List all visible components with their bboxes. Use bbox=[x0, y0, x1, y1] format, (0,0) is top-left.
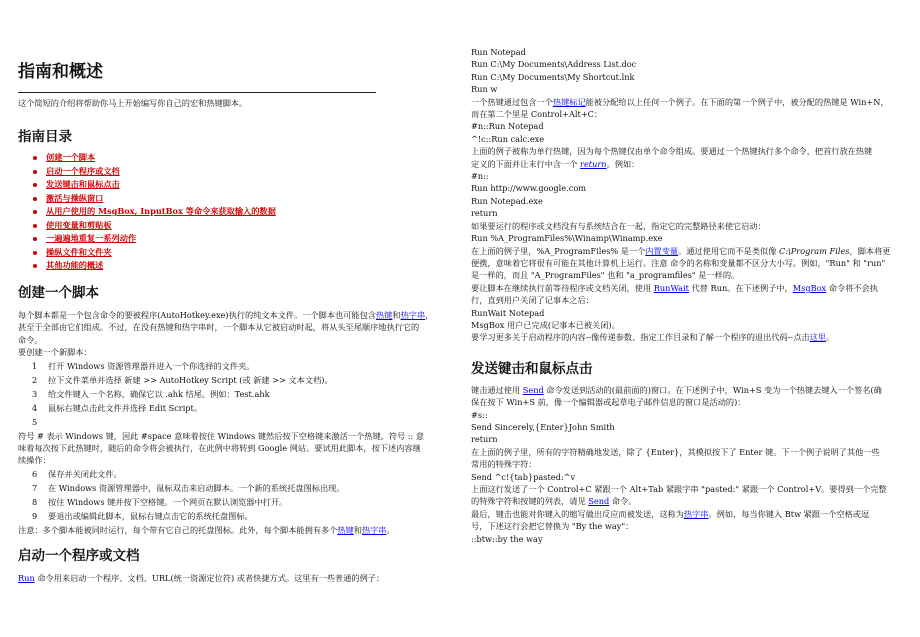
paragraph-line: 命令。 bbox=[18, 334, 43, 345]
create-body bbox=[18, 309, 442, 536]
code-line: Run Notepad.exe bbox=[471, 195, 543, 206]
code-line: #n:: bbox=[471, 171, 489, 182]
code-line: MsgBox 用户已完成(记事本已被关闭)。 bbox=[471, 319, 620, 330]
step-item: 7 在 Windows 资源管理器中，鼠标双击来启动脚本。一个新的系统托盘图标出现。 bbox=[32, 483, 345, 494]
hotstring-link[interactable]: 热字串 bbox=[683, 508, 709, 519]
paragraph-line: 要创建一个新脚本： bbox=[18, 347, 92, 358]
code-line: return bbox=[471, 434, 498, 445]
code-line: Run http://www.google.com bbox=[471, 183, 587, 194]
toc-item[interactable] bbox=[18, 151, 438, 165]
paragraph-line: 键击通过使用 Send 命令发送到活动的(最前面的)窗口。在下述例子中，Win+S 变为一个热键去键入一个签名(确 bbox=[471, 384, 882, 395]
toc-link[interactable]: 创建一个脚本 bbox=[46, 152, 96, 162]
paragraph-line: 如果要运行的程序或文档没有与系统结合在一起，指定它的完整路径来使它启动： bbox=[471, 220, 766, 231]
paragraph-line: 每个脚本都是一个包含命令的要被程序(AutoHotkey.exe)执行的纯文本文件。一个脚本也可能包含热键和热字串， bbox=[18, 310, 434, 320]
paragraph-line: 要让脚本在继续执行前等待程序或文档关闭，使用 RunWait 代替 Run。在下述例子中，MsgBox 命令将不会执 bbox=[471, 282, 878, 293]
builtin-variable-link[interactable]: 内置变量 bbox=[645, 245, 679, 256]
title-divider bbox=[18, 92, 376, 93]
toc-link[interactable]: 发送键击和鼠标点击 bbox=[46, 179, 120, 189]
page-title: 指南和概述 bbox=[18, 62, 103, 82]
toc-link[interactable]: 其他功能的概述 bbox=[46, 260, 104, 270]
intro-text: 这个简短的介绍将帮助你马上开始编写你自己的宏和热键脚本。 bbox=[18, 98, 248, 108]
paragraph-line: 注意：多个脚本能被同时运行，每个带有它自己的托盘图标。此外，每个脚本能拥有多个热键和热字串。 bbox=[18, 524, 395, 535]
toc-heading: 指南目录 bbox=[18, 129, 72, 145]
paragraph-line: 定义的下面并让末行中含一个 return。例如： bbox=[471, 158, 640, 169]
send-link[interactable]: Send bbox=[522, 384, 544, 395]
paragraph-line: 在上面的例子里，%A_ProgramFiles% 是一个内置变量。通过使用它而不是类似像 C:\Program Files，脚本将更 bbox=[471, 245, 891, 256]
paragraph-line: 符号 # 表示 Windows 键，因此 #space 意味着按住 Windows 键然后按下空格键来激活一个热键。符号 :: 意 bbox=[18, 430, 425, 441]
run-link[interactable]: Run bbox=[18, 573, 35, 583]
paragraph-line: 常用的特殊字符： bbox=[471, 459, 537, 470]
code-line: #s:: bbox=[471, 409, 488, 420]
toc-item[interactable] bbox=[18, 219, 438, 233]
hotstring-link[interactable]: 热字串 bbox=[361, 524, 387, 535]
paragraph-line: 上面的例子被称为单行热键，因为每个热键仅由单个命令组成。要通过一个热键执行多个命令，把首行放在热键 bbox=[471, 146, 873, 157]
step-item: 2 拉下文件菜单并选择 新建 >> AutoHotkey Script (或 新建 >> 文本文档)。 bbox=[32, 374, 333, 385]
step-item: 4 鼠标右键点击此文件并选择 Edit Script。 bbox=[32, 403, 203, 414]
code-line: Run w bbox=[471, 84, 498, 95]
code-line: Send ^c!{tab}pasted:^v bbox=[471, 471, 576, 482]
paragraph-line: 是一样的，而且 "A_ProgramFiles" 也和 "a_programfiles" 是一样的。 bbox=[471, 270, 740, 281]
toc-item[interactable] bbox=[18, 205, 438, 219]
code-line: ^!c::Run calc.exe bbox=[471, 133, 545, 144]
return-link[interactable]: return bbox=[580, 158, 607, 169]
toc-item[interactable] bbox=[18, 232, 438, 246]
paragraph-line: 号，下述这行会把它替换为 "By the way"： bbox=[471, 521, 634, 532]
send-link[interactable]: Send bbox=[588, 496, 610, 507]
toc-link[interactable]: 一遍遍地重复一系列动作 bbox=[46, 233, 137, 243]
toc-item[interactable] bbox=[18, 178, 438, 192]
paragraph-line: 味着每次按下此热键时，随后的命令将会被执行，在此例中将转到 Google 网站。要试用此脚本，按下述内容继 bbox=[18, 443, 421, 454]
paragraph-line: 便携，意味着它将很有可能在其他计算机上运行。注意 命令的名称和变量都不区分大小写。例如，"Run" 和 "run" bbox=[471, 257, 886, 268]
code-line: Run C:\My Documents\My Shortcut.lnk bbox=[471, 71, 635, 82]
paragraph-line: 续操作： bbox=[18, 455, 51, 466]
code-line: Send Sincerely,{Enter}John Smith bbox=[471, 421, 615, 432]
toc-link[interactable]: 从用户使用的 MsgBox, InputBox 等命令来获取输入的数据 bbox=[46, 206, 276, 216]
section-heading-launch: 启动一个程序或文档 bbox=[18, 548, 140, 564]
paragraph-line: 要学习更多关于启动程序的内容--像传递参数、指定工作目录和了解一个程序的退出代码--点击这里。 bbox=[471, 332, 835, 343]
hotkey-link[interactable]: 热键 bbox=[375, 310, 393, 320]
toc-link[interactable]: 启动一个程序或文档 bbox=[46, 165, 120, 176]
code-line: Run C:\My Documents\Address List.doc bbox=[471, 59, 637, 70]
section-heading-create-script: 创建一个脚本 bbox=[18, 285, 99, 301]
step-item: 1 打开 Windows 资源管理器并进入一个你选择的文件夹。 bbox=[32, 360, 255, 371]
launch-intro: Run 命令用来启动一个程序、文档、URL(统一资源定位符) 或者快捷方式。这里有一些普通的例子： bbox=[18, 573, 385, 583]
hotkey-label-link[interactable]: 热键标记 bbox=[552, 96, 586, 107]
step-item: 5 bbox=[32, 417, 38, 428]
code-line: ::btw::by the way bbox=[471, 533, 543, 544]
paragraph-line: 最后，键击也能对你键入的缩写做出反应而被发送，这称为热字串。例如，每当你键入 Btw 紧跟一个空格或逗 bbox=[471, 508, 870, 519]
msgbox-link[interactable]: MsgBox bbox=[792, 282, 827, 293]
toc-item[interactable] bbox=[18, 192, 438, 206]
step-item: 3 给文件键入一个名称，确保它以 .ahk 结尾。例如：Test.ahk bbox=[32, 389, 270, 400]
here-link[interactable]: 这里 bbox=[809, 332, 826, 343]
toc-item[interactable] bbox=[18, 246, 438, 260]
toc-link[interactable]: 激活与操纵窗口 bbox=[46, 192, 104, 203]
step-item: 9 要退出或编辑此脚本，鼠标右键点击它的系统托盘图标。 bbox=[32, 511, 253, 522]
paragraph-line: 一个热键通过包含一个热键标记能被分配给以上任何一个例子。在下面的第一个例子中，被分配的热键是 Win+N， bbox=[471, 96, 889, 107]
code-line: #n::Run Notepad bbox=[471, 121, 544, 132]
toc-item[interactable] bbox=[18, 165, 438, 179]
runwait-link[interactable]: RunWait bbox=[653, 282, 689, 293]
right-column bbox=[471, 46, 903, 545]
code-line: Run Notepad bbox=[471, 47, 526, 57]
hotkey-link[interactable]: 热键 bbox=[337, 524, 354, 535]
paragraph-line: 在上面的例子里，所有的字符精确地发送，除了 {Enter}，其模拟按下了 Enter 键。下一个例子说明了其他一些 bbox=[471, 446, 880, 457]
toc-link[interactable]: 操纵文件和文件夹 bbox=[46, 246, 112, 257]
paragraph-line: 的特殊字符和按键的列表，请见 Send 命令。 bbox=[471, 496, 637, 507]
paragraph-line: 甚至于全部由它们组成。不过，在没有热键和热字串时，一个脚本从它被启动时起，将从头至尾顺序地执行它的 bbox=[18, 322, 420, 333]
step-item: 8 按住 Windows 键并按下空格键。一个网页在默认浏览器中打开。 bbox=[32, 497, 288, 508]
paragraph-line: 上面这行发送了一个 Control+C 紧跟一个 Alt+Tab 紧跟字串 "pasted:" 紧跟一个 Control+V。要得到一个完整 bbox=[471, 484, 887, 494]
code-line: return bbox=[471, 208, 498, 219]
paragraph-line: 而在第二个里是 Control+Alt+C： bbox=[471, 109, 603, 120]
code-line: RunWait Notepad bbox=[471, 307, 545, 318]
step-item: 6 保存并关闭此文件。 bbox=[32, 468, 122, 479]
toc-list bbox=[18, 151, 438, 273]
paragraph-line: 保在按下 Win+S 前，像一个编辑器或起草电子邮件信息的窗口是活动的)： bbox=[471, 397, 746, 408]
code-line: Run %A_ProgramFiles%\Winamp\Winamp.exe bbox=[471, 233, 663, 244]
paragraph-line: 行，直到用户关闭了记事本之后： bbox=[471, 295, 594, 306]
section-heading-send: 发送键击和鼠标点击 bbox=[471, 360, 593, 377]
toc-link[interactable]: 使用变量和剪贴板 bbox=[46, 219, 112, 230]
toc-item[interactable] bbox=[18, 259, 438, 273]
hotstring-link[interactable]: 热字串 bbox=[400, 310, 426, 320]
